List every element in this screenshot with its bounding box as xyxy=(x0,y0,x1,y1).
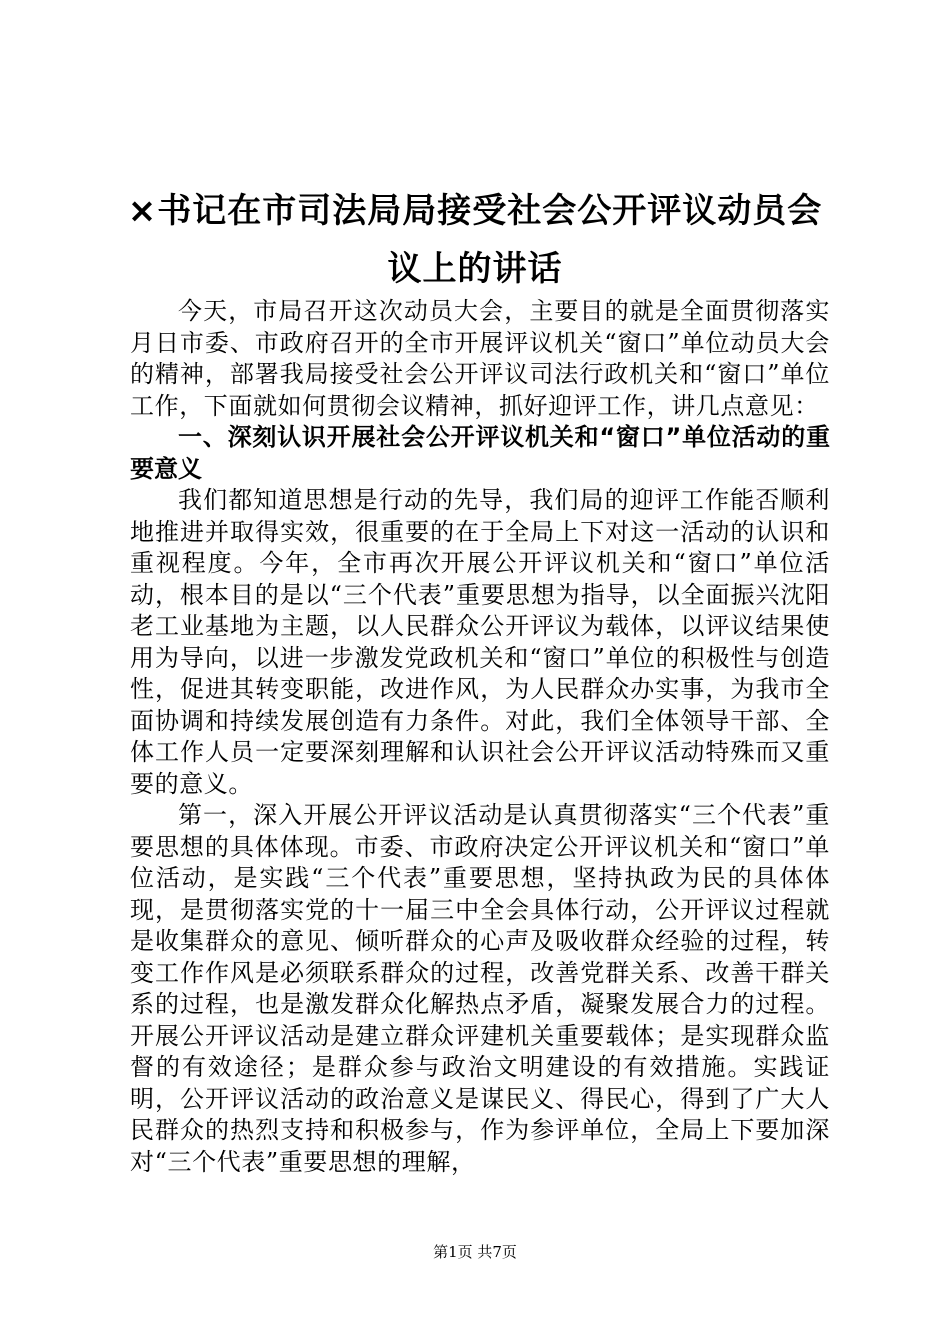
paragraph-intro: 今天，市局召开这次动员大会，主要目的就是全面贯彻落实月日市委、市政府召开的全市开展评议机关“窗口”单位动员大会的精神，部署我局接受社会公开评议司法行政机关和“窗口”单位工作，下面就如何贯彻会议精神，抓好迎评工作，讲几点意见： xyxy=(130,297,830,420)
document-title-line-2: 议上的讲话 xyxy=(387,249,563,289)
page-footer: 第1页 共7页 xyxy=(433,1243,517,1261)
document-body xyxy=(130,296,830,1178)
section-heading-1: 一、深刻认识开展社会公开评议机关和“窗口”单位活动的重要意义 xyxy=(130,423,830,483)
document-title-line-1: ×书记在市司法局局接受社会公开评议动员会 xyxy=(127,191,823,231)
paragraph-section-1: 我们都知道思想是行动的先导，我们局的迎评工作能否顺利地推进并取得实效，很重要的在于全局上下对这一活动的认识和重视程度。今年，全市再次开展公开评议机关和“窗口”单位活动，根本目的是以“三个代表”重要思想为指导，以全面振兴沈阳老工业基地为主题，以人民群众公开评议为载体，以评议结果使用为导向，以进一步激发党政机关和“窗口”单位的积极性与创造性，促进其转变职能，改进作风，为人民群众办实事，为我市全面协调和持续发展创造有力条件。对此，我们全体领导干部、全体工作人员一定要深刻理解和认识社会公开评议活动特殊而又重要的意义。 xyxy=(130,486,830,798)
paragraph-point-1: 第一，深入开展公开评议活动是认真贯彻落实“三个代表”重要思想的具体体现。市委、市政府决定公开评议机关和“窗口”单位活动，是实践“三个代表”重要思想，坚持执政为民的具体体现，是贯彻落实党的十一届三中全会具体行动，公开评议过程就是收集群众的意见、倾听群众的心声及吸收群众经验的过程，转变工作作风是必须联系群众的过程，改善党群关系、改善干群关系的过程，也是激发群众化解热点矛盾，凝聚发展合力的过程。开展公开评议活动是建立群众评建机关重要载体；是实现群众监督的有效途径；是群众参与政治文明建设的有效措施。实践证明，公开评议活动的政治意义是谋民义、得民心，得到了广大人民群众的热烈支持和积极参与，作为参评单位，全局上下要加深对“三个代表”重要思想的理解， xyxy=(130,801,830,1176)
